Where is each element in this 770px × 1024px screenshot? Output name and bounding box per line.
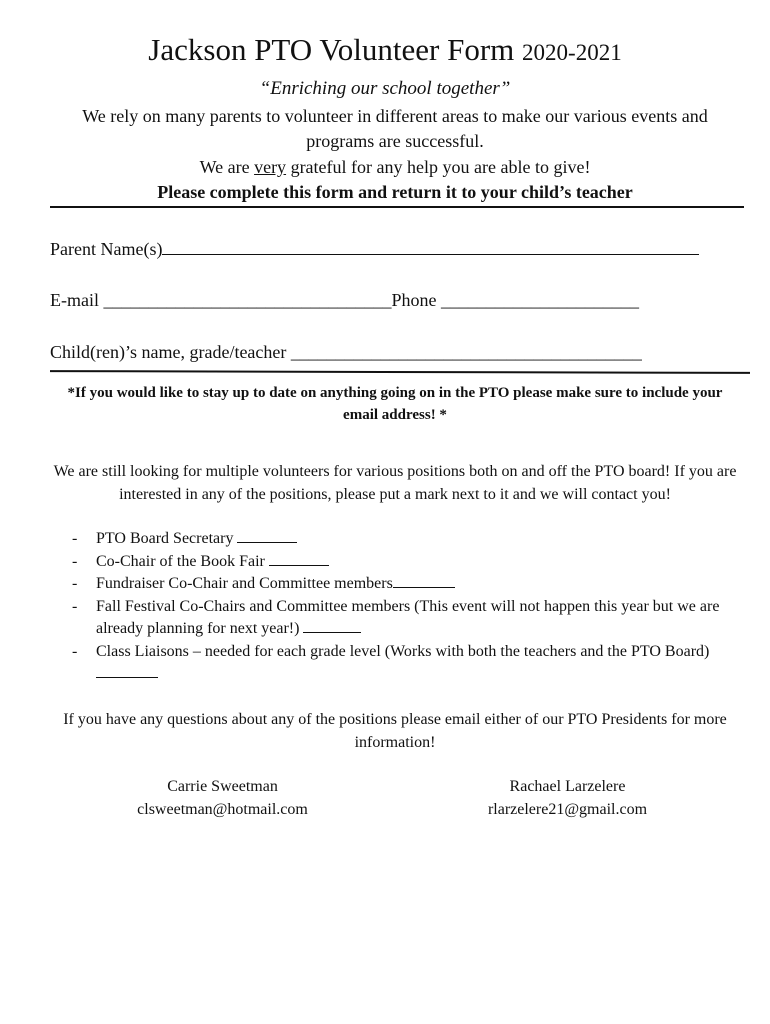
contact-card — [110, 775, 335, 821]
form-divider — [50, 370, 750, 374]
list-bullet: - — [72, 530, 78, 547]
position-mark-blank[interactable] — [96, 663, 158, 678]
contact-email: clsweetman@hotmail.com — [137, 801, 308, 818]
return-instructions: Please complete this form and return it to your child’s teacher — [157, 182, 633, 202]
list-item — [72, 528, 752, 551]
list-bullet: - — [72, 552, 78, 570]
position-mark-blank[interactable] — [237, 528, 297, 543]
intro-paragraph: We rely on many parents to volunteer in different areas to make our various events and programs are successful. — [82, 106, 708, 151]
position-mark-blank[interactable] — [269, 551, 329, 566]
contact-name: Carrie Sweetman — [167, 778, 278, 795]
position-text: Co-Chair of the Book Fair — [96, 552, 265, 570]
list-item — [72, 596, 752, 641]
list-item — [72, 573, 752, 596]
positions-list — [72, 528, 752, 686]
thanks-line — [0, 155, 770, 180]
subtitle: “Enriching our school together” — [259, 78, 511, 99]
position-text: Class Liaisons – needed for each grade level (Works with both the teachers and the PTO Board) — [96, 642, 710, 660]
thanks-emphasis: very — [254, 157, 287, 177]
email-label: E-mail — [50, 290, 99, 310]
list-item — [72, 551, 752, 574]
page-title — [0, 30, 770, 73]
phone-blank[interactable]: ______________________ — [440, 290, 639, 310]
email-note: *If you would like to stay up to date on anything going on in the PTO please make sure to include your email address! * — [67, 385, 723, 423]
list-item — [72, 641, 752, 686]
title-text: Jackson PTO Volunteer Form — [148, 32, 515, 67]
position-mark-blank[interactable] — [303, 618, 361, 633]
email-phone-row — [50, 288, 639, 312]
list-bullet: - — [72, 575, 78, 592]
thanks-pre: We are — [199, 157, 255, 177]
questions-paragraph: If you have any questions about any of the positions please email either of our PTO Presidents for more information! — [63, 711, 727, 751]
list-bullet: - — [72, 642, 78, 660]
child-name-label: Child(ren)’s name, grade/teacher — [50, 342, 287, 362]
child-name-blank[interactable]: _______________________________________ — [290, 342, 642, 362]
title-year: 2020-2021 — [522, 40, 622, 65]
position-text: PTO Board Secretary — [96, 530, 234, 547]
parent-name-blank[interactable] — [162, 236, 699, 255]
header-divider — [50, 206, 744, 208]
contact-email: rlarzelere21@gmail.com — [487, 801, 648, 818]
position-text: Fall Festival Co-Chairs and Committee members (This event will not happen this year but we are already planning for next year!) — [96, 597, 720, 637]
child-name-field — [50, 340, 642, 364]
phone-label: Phone — [391, 290, 437, 310]
volunteer-request-paragraph: We are still looking for multiple volunteers for various positions both on and off the PTO board! If you are interested in any of the positions, please put a mark next to it and we will contact you! — [53, 463, 737, 503]
email-blank[interactable]: ________________________________ — [103, 290, 392, 310]
parent-name-field[interactable] — [50, 236, 699, 261]
position-mark-blank[interactable] — [393, 573, 455, 588]
list-bullet: - — [72, 597, 78, 615]
contact-card — [455, 775, 680, 821]
thanks-post: grateful for any help you are able to give! — [286, 157, 591, 177]
position-text: Fundraiser Co-Chair and Committee members — [96, 575, 393, 592]
contact-name: Rachael Larzelere — [509, 778, 626, 795]
parent-name-label: Parent Name(s) — [50, 239, 163, 259]
